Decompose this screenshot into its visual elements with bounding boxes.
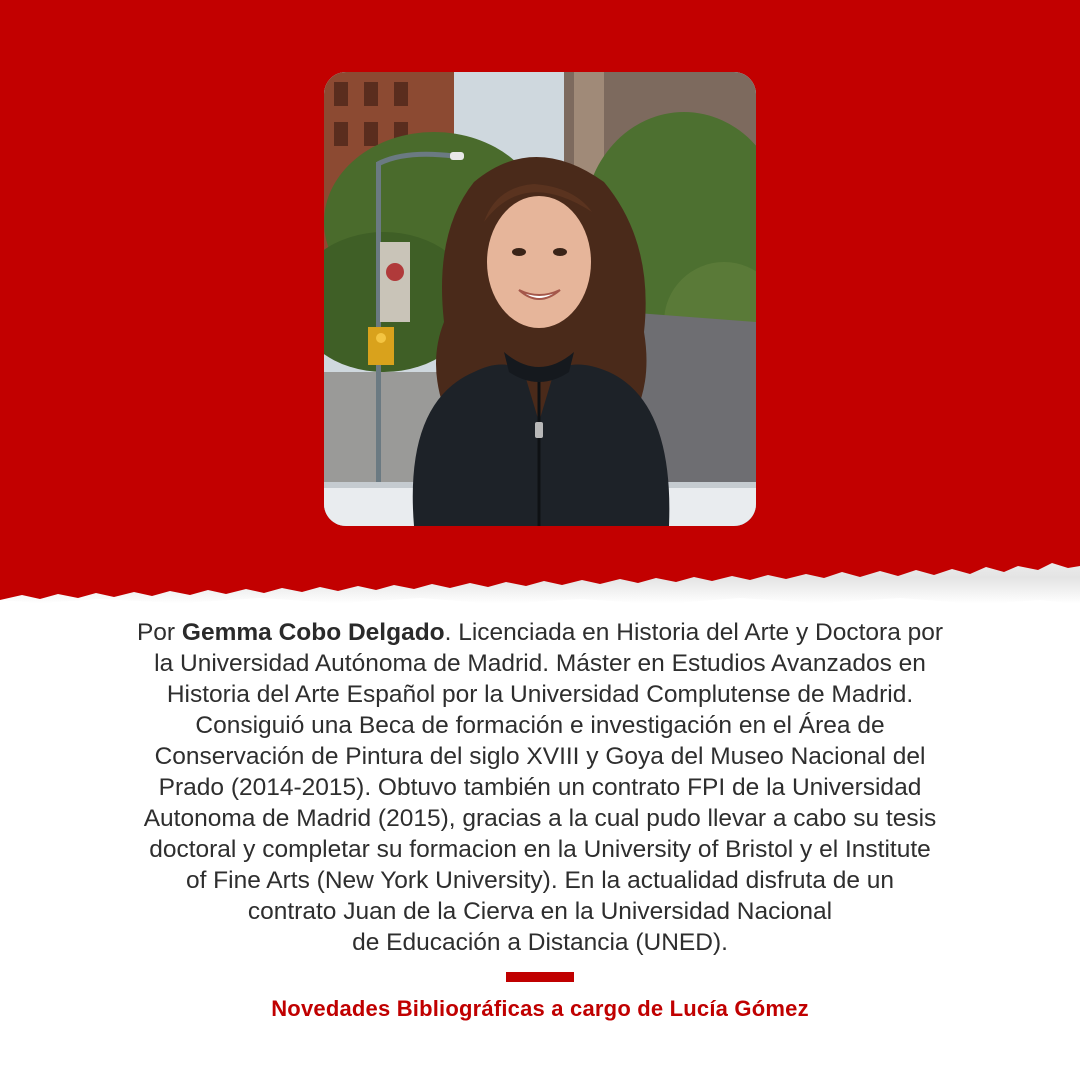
bio-line: . Licenciada en Historia del Arte y Doctora por [444,619,944,646]
series-credit: Novedades Bibliográficas a cargo de Lucía Gómez [271,996,809,1021]
bio-line: Autonoma de Madrid (2015), gracias a la cual pudo llevar a cabo su tesis [143,805,937,832]
bio-line: de Educación a Distancia (UNED). [352,929,728,956]
bio-line: doctoral y completar su formacion en la University of Bristol y el Institute [149,836,931,863]
author-name: Gemma Cobo Delgado [181,619,445,646]
bio-line: Historia del Arte Español por la Universidad Complutense de Madrid. [166,681,914,708]
bio-line: contrato Juan de la Cierva en la Universidad Nacional [247,898,833,925]
author-bio [40,617,1040,958]
bio-prefix: Por [136,619,182,646]
portrait-illustration [324,72,756,526]
bio-line: Consiguió una Beca de formación e investigación en el Área de [195,712,885,739]
accent-divider [506,972,574,982]
bio-line: Conservación de Pintura del siglo XVIII y Goya del Museo Nacional del [154,743,926,770]
bio-line: Prado (2014-2015). Obtuvo también un contrato FPI de la Universidad [158,774,922,801]
portrait-photo [324,72,756,526]
bio-line: la Universidad Autónoma de Madrid. Máster en Estudios Avanzados en [154,650,926,677]
bio-line: of Fine Arts (New York University). En la actualidad disfruta de un [185,867,895,894]
